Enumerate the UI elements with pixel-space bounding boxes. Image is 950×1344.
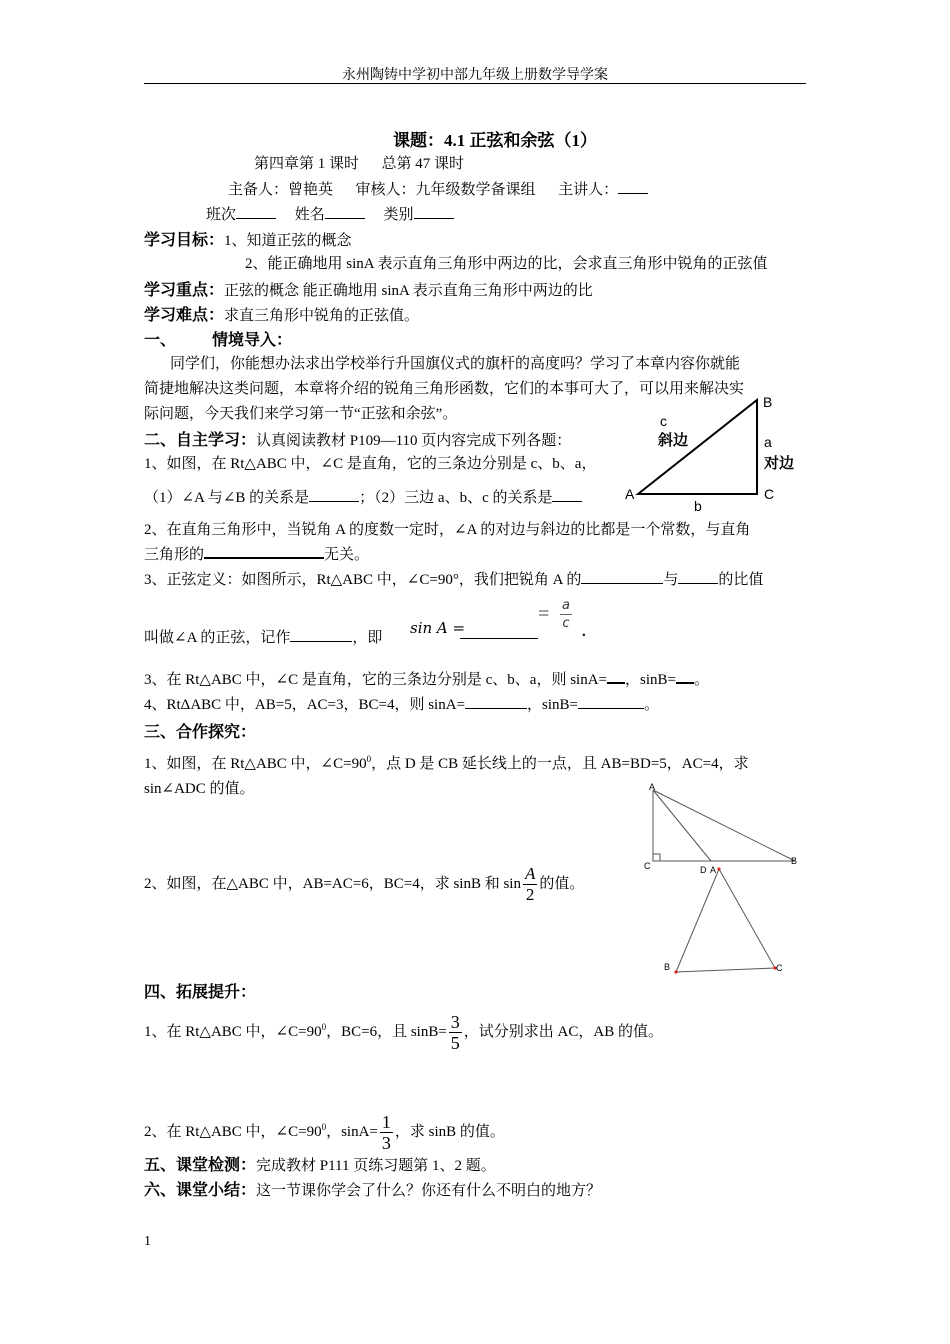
s4-q2 [144,1112,505,1153]
s2-q4-mid: ，sinB= [625,672,676,688]
s4-q2-pre: 2、在 Rt△ABC 中，∠C=90 [144,1123,322,1140]
class-label: 班次 [206,207,237,223]
class-blank[interactable] [236,206,276,219]
objectives-line1 [144,227,352,250]
right-angle-mark [653,854,660,861]
section6-text: 这一节课你学会了什么？你还有什么不明白的地方？ [256,1183,602,1199]
section1-heading [144,327,292,350]
independent-of-blank[interactable] [204,545,324,559]
side-a-label: a [764,434,772,450]
side-c-label: c [660,413,667,429]
reviewer: 九年级数学备课组 [415,182,536,198]
keypoints-line [144,277,593,300]
half-a-fraction [523,864,537,905]
opposite-side-label: 对边 [764,455,795,472]
fig3-b-label: B [664,962,671,972]
sina-blank[interactable] [607,670,625,684]
vertex-b-dot [674,970,677,973]
s2-q1: 1、如图，在 Rt△ABC 中，∠C 是直角，它的三条边分别是 c、b、a， [144,456,597,472]
segment-ad [653,790,711,861]
three-fifths-numerator: 3 [450,1012,460,1032]
lesson-period [254,152,464,173]
fig2-b-label: B [791,856,798,866]
s4-q2-degree: 0 [321,1121,327,1132]
category-label: 类别 [383,207,414,223]
s4-q2-post: ，求 sinB 的值。 [394,1123,505,1140]
objective-1: 1、知道正弦的概念 [224,233,352,249]
section1-para-line3: 际问题，今天我们来学习第一节“正弦和余弦”。 [144,406,458,422]
s2-q1-sub [144,486,582,507]
student-line [206,203,454,224]
s2-q2-post: 无关。 [324,547,370,563]
s3-q1-post: ，点 D 是 CB 延长线上的一点，且 AB=BD=5，AC=4，求 [371,756,749,772]
sinb-value-blank[interactable] [578,696,644,709]
hypotenuse-blank[interactable] [678,571,718,584]
lesson-title: 课题：4.1 正弦和余弦（1） [393,131,597,150]
staff-line [228,178,648,199]
sinb-blank[interactable] [676,670,694,684]
s2-q3-line1 [144,568,763,589]
side-ab [653,790,795,861]
difficulty-line [144,302,419,325]
section5-text: 完成教材 P111 页练习题第 1、2 题。 [256,1158,496,1174]
three-fifths-denominator: 5 [450,1033,460,1053]
speaker-label: 主讲人： [558,182,619,198]
sine-notation-blank[interactable] [290,629,352,642]
s2-q5-pre: 4、RtΔABC 中，AB=5，AC=3，BC=4，则 sinA= [144,697,466,713]
half-a-numerator: A [524,864,536,883]
s2-q5 [144,693,659,714]
reviewer-label: 审核人： [355,182,416,198]
objective-2: 2、能正确地用 sinA 表示直角三角形中两边的比，会求直三角形中锐角的正弦值 [245,256,768,272]
s3-q1-line1 [144,752,749,773]
section1-num: 一、 [144,332,177,349]
s2-q4-pre: 3、在 Rt△ABC 中，∠C 是直角，它的三条边分别是 c、b、a，则 sinA= [144,672,607,688]
s2-q1-sub2: ；（2）三边 a、b、c 的关系是 [359,490,553,506]
s3-q2-pre: 2、如图，在△ABC 中，AB=AC=6，BC=4，求 sinB 和 sin [144,875,521,892]
fraction-numerator: a [560,597,572,615]
s3-q1-pre: 1、如图，在 Rt△ABC 中，∠C=90 [144,756,367,772]
s2-q3b-pre: 叫做∠A 的正弦，记作 [144,630,291,646]
chapter-period: 第四章第 1 课时 [254,156,360,172]
definition-period: . [582,624,586,640]
s3-q1-line2: sin∠ADC 的值。 [144,781,255,797]
name-label: 姓名 [294,207,325,223]
page-header: 永州陶铸中学初中部九年级上册数学导学案 [342,68,608,83]
s3-q2 [144,864,584,905]
triangle-abc-iso [676,869,775,972]
speaker-blank[interactable] [618,181,648,194]
section5-title: 五、课堂检测： [144,1157,257,1174]
section6-line [144,1177,601,1200]
s2-q3-mid: 与 [663,572,679,588]
vertex-c-label: C [764,486,775,502]
right-triangle-figure [620,390,820,520]
one-third-fraction [380,1112,393,1153]
s2-q3b-mid: ，即 [352,630,383,646]
half-a-denominator: 2 [525,885,535,904]
s2-q2-pre: 三角形的 [144,547,205,563]
one-third-numerator: 1 [381,1112,391,1132]
one-third-denominator: 3 [381,1133,391,1153]
sin-a-blank[interactable] [460,626,538,639]
keypoints-text: 正弦的概念 能正确地用 sinA 表示直角三角形中两边的比 [224,283,593,299]
vertex-a-label: A [625,486,635,502]
header-rule [144,83,806,84]
name-blank[interactable] [325,206,365,219]
side-b-label: b [694,498,702,514]
fig2-d-label: D [700,865,707,875]
isosceles-triangle-figure [655,862,795,982]
preparer: 曾艳英 [288,182,334,198]
section1-para-line2: 简捷地解决这类问题，本章将介绍的锐角三角形函数，它们的本事可大了，可以用来解决实 [144,381,745,397]
three-fifths-fraction [449,1012,462,1053]
keypoints-label: 学习重点： [144,282,225,299]
s2-q4 [144,668,709,689]
s4-q1 [144,1012,663,1053]
difficulty-label: 学习难点： [144,307,225,324]
section1-title: 情境导入： [212,332,293,349]
equals-sign: = [538,603,550,625]
vertex-b-label: B [763,394,773,410]
side-relation-blank[interactable] [552,489,582,502]
sin-a-equals: sin A = [410,619,466,637]
triangle-abc [638,400,757,494]
s2-q4-end: 。 [693,672,709,688]
section3-title: 三、合作探究： [144,724,257,741]
a-over-c-fraction [560,597,572,632]
fraction-denominator: c [562,616,570,631]
section1-para-line1: 同学们，你能想办法求出学校举行升国旗仪式的旗杆的高度吗？学习了本章内容你就能 [170,356,741,372]
s3-q2-post: 的值。 [539,875,585,892]
section2-title: 二、自主学习： [144,432,257,449]
fig3-c-label: C [776,963,783,973]
s2-q2-line2 [144,543,369,564]
opposite-side-blank[interactable] [581,571,663,584]
degree-sup: 0 [366,754,372,764]
section2-heading-line [144,427,571,450]
s4-q1-post: ，试分别求出 AC，AB 的值。 [463,1023,663,1040]
extended-triangle-figure [640,780,810,875]
objectives-label: 学习目标： [144,232,225,249]
fig3-a-label: A [710,865,717,875]
vertex-a-dot [717,867,720,870]
s2-q1-sub1: （1）∠A 与∠B 的关系是 [144,490,310,506]
section5-line [144,1152,496,1175]
s4-q1-degree: 0 [321,1021,327,1032]
s4-q2-mid: ，sinA= [326,1123,378,1140]
difficulty-text: 求直三角形中锐角的正弦值。 [224,308,420,324]
sina-value-blank[interactable] [465,696,527,709]
s2-q5-mid: ，sinB= [527,697,579,713]
fig2-c-label: C [644,861,651,871]
section2-intro: 认真阅读教材 P109—110 页内容完成下列各题： [256,433,572,449]
s2-q5-end: 。 [644,697,660,713]
section6-title: 六、课堂小结： [144,1182,257,1199]
s2-q3-line2 [144,626,382,647]
total-period: 总第 47 课时 [381,156,465,172]
s4-q1-mid: ，BC=6，且 sinB= [326,1023,447,1040]
preparer-label: 主备人： [228,182,289,198]
page-number: 1 [144,1234,151,1249]
category-blank[interactable] [414,206,454,219]
s2-q3-pre: 3、正弦定义：如图所示，Rt△ABC 中，∠C=90°，我们把锐角 A 的 [144,572,582,588]
fig2-a-label: A [649,782,656,792]
s2-q2-line1: 2、在直角三角形中，当锐角 A 的度数一定时，∠A 的对边与斜边的比都是一个常数，与直角 [144,522,751,538]
hypotenuse-label: 斜边 [658,432,689,449]
section4-title: 四、拓展提升： [144,984,257,1001]
s4-q1-pre: 1、在 Rt△ABC 中，∠C=90 [144,1023,322,1040]
angle-relation-blank[interactable] [309,489,359,502]
sin-a-blank-wrap [460,626,538,644]
s2-q3-post: 的比值 [718,572,764,588]
